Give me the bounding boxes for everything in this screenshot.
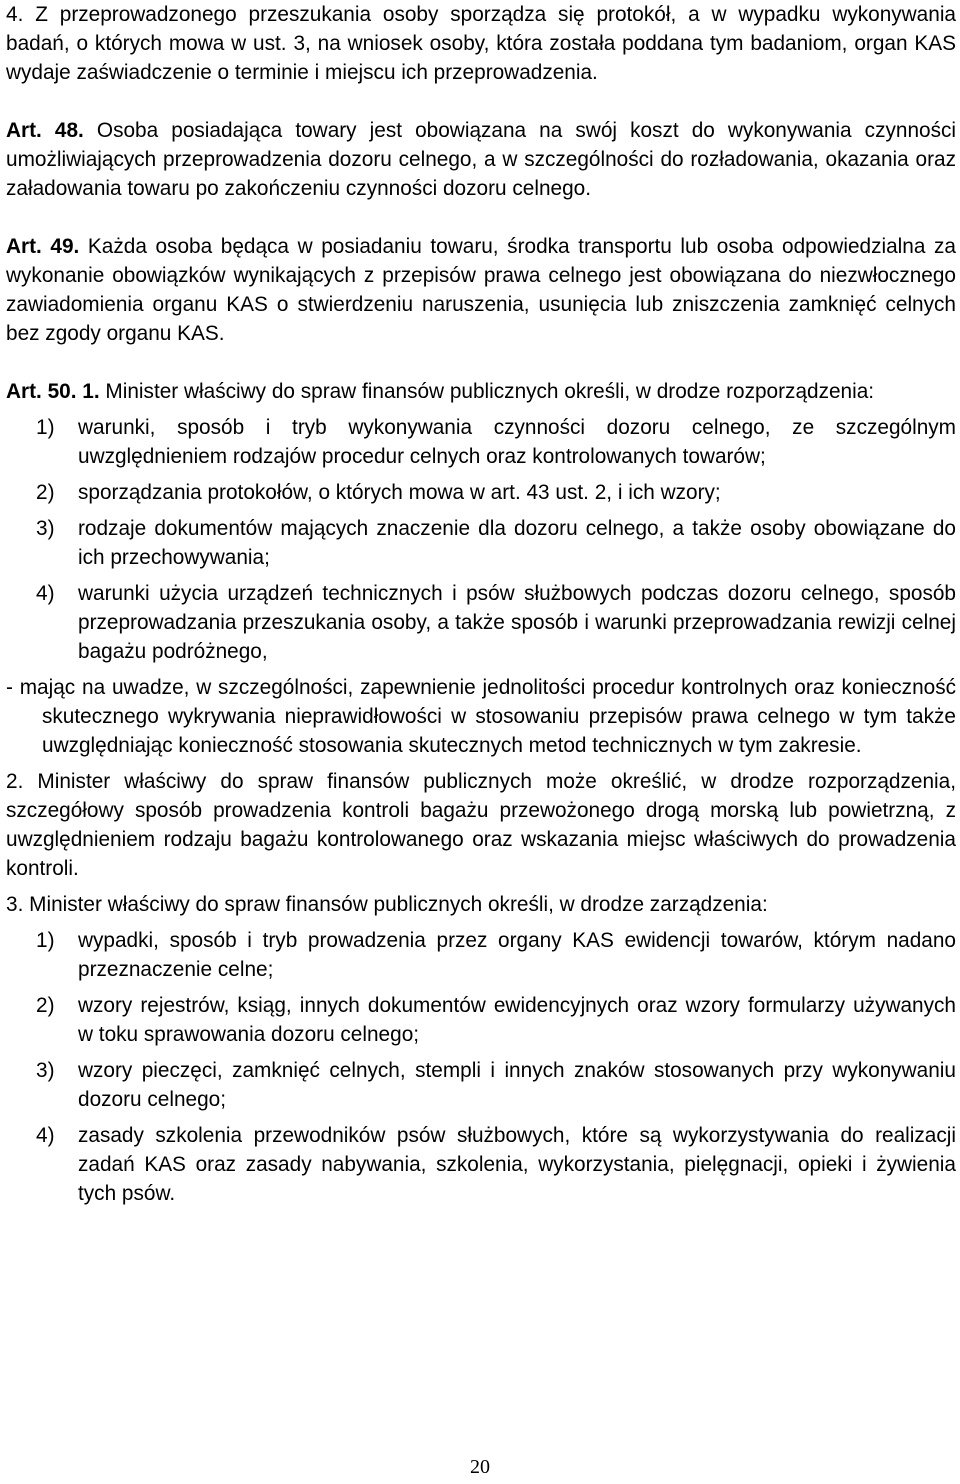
article-50-paragraph-3-list <box>6 926 956 1208</box>
list-item-text: warunki użycia urządzeń technicznych i psów służbowych podczas dozoru celnego, sposób przeprowadzania przeszukania osoby, a także sposób i warunki przeprowadzania rewizji celnej bagażu podróżnego, <box>78 582 956 663</box>
list-item <box>6 478 956 507</box>
article-50-closing-clause: - mając na uwadze, w szczególności, zapewnienie jednolitości procedur kontrolnych oraz konieczność skutecznego wykrywania nieprawidłowości w stosowaniu przepisów prawa celnego w tym także uwzględniając konieczność stosowania skutecznych metod technicznych w tym zakresie. <box>6 676 956 757</box>
spacer <box>6 919 956 926</box>
list-item-number: 3) <box>36 517 55 540</box>
spacer <box>6 666 956 673</box>
list-item <box>6 1121 956 1208</box>
article-48-text: Osoba posiadająca towary jest obowiązana na swój koszt do wykonywania czynności umożliwiających przeprowadzenia dozoru celnego, a w szczególności do rozładowania, okazania oraz załadowania towaru po zakończeniu czynności dozoru celnego. <box>6 119 956 200</box>
list-item <box>6 413 956 471</box>
spacer <box>6 203 956 232</box>
list-item <box>6 514 956 572</box>
article-49 <box>6 232 956 348</box>
list-item-number: 3) <box>36 1059 55 1082</box>
list-item <box>6 1056 956 1114</box>
article-48 <box>6 116 956 203</box>
page-number: 20 <box>470 1456 490 1478</box>
list-item-text: zasady szkolenia przewodników psów służbowych, które są wykorzystywania do realizacji zadań KAS oraz zasady nabywania, szkolenia, wykorzystania, pielęgnacji, opieki i żywienia tych psów. <box>78 1124 956 1205</box>
list-item <box>6 991 956 1049</box>
article-50-list <box>6 413 956 666</box>
list-item-text: warunki, sposób i tryb wykonywania czynności dozoru celnego, ze szczególnym uwzględnieniem rodzajów procedur celnych oraz kontrolowanych towarów; <box>78 416 956 468</box>
article-48-heading: Art. 48. <box>6 119 84 142</box>
article-49-heading: Art. 49. <box>6 235 80 258</box>
list-item <box>6 926 956 984</box>
article-49-text: Każda osoba będąca w posiadaniu towaru, środka transportu lub osoba odpowiedzialna za wykonanie obowiązków wynikających z przepisów prawa celnego jest obowiązana do niezwłocznego zawiadomienia organu KAS o stwierdzeniu naruszenia, usunięcia lub zniszczenia zamknięć celnych bez zgody organu KAS. <box>6 235 956 345</box>
list-item-number: 2) <box>36 994 55 1017</box>
article-50-intro <box>6 377 956 406</box>
document-page <box>6 0 956 1208</box>
list-item-text: wzory pieczęci, zamknięć celnych, stempli i innych znaków stosowanych przy wykonywaniu dozoru celnego; <box>78 1059 956 1111</box>
list-item-number: 1) <box>36 929 55 952</box>
spacer <box>6 348 956 377</box>
list-item-text: sporządzania protokołów, o których mowa w art. 43 ust. 2, i ich wzory; <box>78 481 721 504</box>
list-item-text: wypadki, sposób i tryb prowadzenia przez organy KAS ewidencji towarów, którym nadano przeznaczenie celne; <box>78 929 956 981</box>
list-item-number: 4) <box>36 1124 55 1147</box>
list-item-text: wzory rejestrów, ksiąg, innych dokumentów ewidencyjnych oraz wzory formularzy używanych w toku sprawowania dozoru celnego; <box>78 994 956 1046</box>
spacer <box>6 87 956 116</box>
list-item-number: 4) <box>36 582 55 605</box>
spacer <box>6 406 956 413</box>
article-50-paragraph-2: 2. Minister właściwy do spraw finansów publicznych może określić, w drodze rozporządzenia, szczegółowy sposób prowadzenia kontroli bagażu przewożonego drogą morską lub powietrzną, z uwzględnieniem rodzaju bagażu kontrolowanego oraz wskazania miejsc właściwych do prowadzenia kontroli. <box>6 770 956 880</box>
spacer <box>6 883 956 890</box>
paragraph-4: 4. Z przeprowadzonego przeszukania osoby sporządza się protokół, a w wypadku wykonywania badań, o których mowa w ust. 3, na wniosek osoby, która została poddana tym badaniom, organ KAS wydaje zaświadczenie o terminie i miejscu ich przeprowadzenia. <box>6 3 956 84</box>
list-item-text: rodzaje dokumentów mających znaczenie dla dozoru celnego, a także osoby obowiązane do ich przechowywania; <box>78 517 956 569</box>
list-item <box>6 579 956 666</box>
article-50-paragraph-3-intro: 3. Minister właściwy do spraw finansów publicznych określi, w drodze zarządzenia: <box>6 893 768 916</box>
spacer <box>6 760 956 767</box>
article-50-intro-text: Minister właściwy do spraw finansów publicznych określi, w drodze rozporządzenia: <box>99 380 875 403</box>
list-item-number: 1) <box>36 416 55 439</box>
list-item-number: 2) <box>36 481 55 504</box>
article-50-heading: Art. 50. 1. <box>6 380 100 403</box>
